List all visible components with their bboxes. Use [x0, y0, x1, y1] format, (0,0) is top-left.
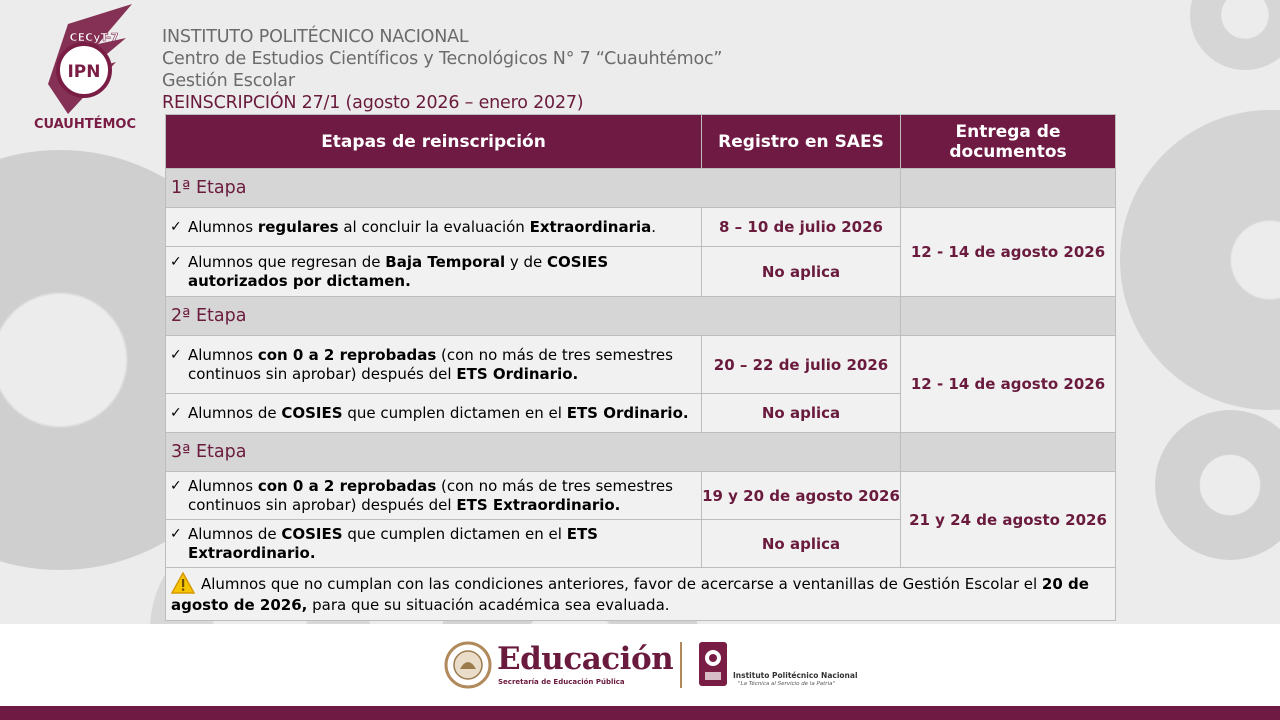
department-name: Gestión Escolar [162, 71, 295, 91]
ipn-logo-icon [697, 640, 729, 688]
stage-label: 3ª Etapa [166, 433, 901, 472]
desc-text: Alumnos [188, 345, 258, 364]
desc-bold: ETS Extraordinario. [456, 495, 621, 514]
delivery-date: 12 - 14 de agosto 2026 [901, 336, 1116, 433]
background-gear [1155, 410, 1280, 560]
stage-spacer [901, 433, 1116, 472]
background-gear [1190, 0, 1280, 70]
desc-bold: ETS Ordinario. [566, 403, 689, 422]
row-description [166, 472, 702, 520]
column-header-registration: Registro en SAES [702, 115, 901, 169]
desc-text: (con no más de tres semestres continuos sin aprobar) después del [188, 345, 673, 383]
footer [0, 624, 1280, 706]
registration-date: No aplica [702, 394, 901, 433]
desc-text: Alumnos de [188, 524, 282, 543]
stage-row [166, 433, 1116, 472]
stage-label: 2ª Etapa [166, 297, 901, 336]
note-date: 20 de agosto de 2026, [171, 575, 1089, 614]
column-header-delivery-line1: Entrega de [955, 121, 1061, 142]
row-description [166, 247, 702, 297]
cecyt7-logo [28, 4, 142, 130]
check-icon: ✓ [170, 346, 182, 363]
mexico-seal-icon [444, 641, 492, 689]
stage-label: 1ª Etapa [166, 169, 901, 208]
stage-row [166, 297, 1116, 336]
ipn-title: Instituto Politécnico Nacional [733, 671, 858, 680]
logo-center-text: IPN [67, 62, 101, 82]
desc-bold: COSIES autorizados por dictamen. [188, 252, 609, 290]
column-header-stages: Etapas de reinscripción [166, 115, 702, 169]
desc-bold: ETS Ordinario. [456, 364, 579, 383]
school-name: Centro de Estudios Científicos y Tecnológicos N° 7 “Cuauhtémoc” [162, 49, 723, 69]
registration-date: 19 y 20 de agosto 2026 [702, 472, 901, 520]
note-cell [166, 568, 1116, 621]
sep-title: Educación [497, 641, 674, 677]
desc-bold: con 0 a 2 reprobadas [257, 476, 437, 495]
page-title: REINSCRIPCIÓN 27/1 (agosto 2026 – enero 2027) [162, 93, 584, 113]
logo-bottom-text: CUAUHTÉMOC [33, 117, 137, 130]
column-header-delivery-line2: documentos [949, 141, 1067, 162]
stage-spacer [901, 297, 1116, 336]
desc-bold: regulares [257, 217, 339, 236]
desc-text: (con no más de tres semestres continuos sin aprobar) después del [188, 476, 673, 514]
background-gear [1120, 110, 1280, 410]
desc-text: que cumplen dictamen en el [342, 524, 567, 543]
table-row [166, 472, 1116, 520]
check-icon: ✓ [170, 525, 182, 542]
desc-bold: COSIES [281, 403, 343, 422]
warning-icon [171, 572, 195, 594]
desc-text: Alumnos [188, 217, 258, 236]
note-text: Alumnos que no cumplan con las condiciones anteriores, favor de acercarse a ventanillas de Gestión Escolar el [201, 575, 1042, 593]
delivery-date: 21 y 24 de agosto 2026 [901, 472, 1116, 568]
registration-date: No aplica [702, 247, 901, 297]
row-description [166, 336, 702, 394]
sep-subtitle: Secretaría de Educación Pública [498, 678, 625, 686]
desc-bold: Extraordinaria [529, 217, 652, 236]
footer-divider [680, 642, 682, 688]
row-description [166, 520, 702, 568]
desc-bold: con 0 a 2 reprobadas [257, 345, 437, 364]
desc-text: y de [505, 252, 548, 271]
table-row [166, 208, 1116, 247]
reinscription-table [165, 114, 1116, 621]
desc-text: al concluir la evaluación [338, 217, 530, 236]
table-row [166, 336, 1116, 394]
check-icon: ✓ [170, 253, 182, 270]
note-text: para que su situación académica sea evaluada. [307, 596, 670, 614]
delivery-date: 12 - 14 de agosto 2026 [901, 208, 1116, 297]
check-icon: ✓ [170, 218, 182, 235]
desc-text: Alumnos de [188, 403, 282, 422]
row-description [166, 208, 702, 247]
column-header-delivery [901, 115, 1116, 169]
note-row [166, 568, 1116, 621]
desc-text: Alumnos que regresan de [188, 252, 386, 271]
registration-date: 8 – 10 de julio 2026 [702, 208, 901, 247]
page-header [162, 26, 722, 114]
footer-bar [0, 706, 1280, 720]
desc-text: Alumnos [188, 476, 258, 495]
stage-spacer [901, 169, 1116, 208]
ipn-motto: "La Técnica al Servicio de la Patria" [738, 681, 835, 687]
desc-text: que cumplen dictamen en el [342, 403, 567, 422]
stage-row [166, 169, 1116, 208]
institution-name: INSTITUTO POLITÉCNICO NACIONAL [162, 27, 469, 47]
desc-bold: ETS Extraordinario. [188, 524, 598, 562]
registration-date: No aplica [702, 520, 901, 568]
row-description [166, 394, 702, 433]
desc-text: . [651, 217, 657, 236]
desc-bold: COSIES [281, 524, 343, 543]
logo-top-text: CECyT-7 [69, 31, 119, 44]
desc-bold: Baja Temporal [385, 252, 506, 271]
check-icon: ✓ [170, 477, 182, 494]
registration-date: 20 – 22 de julio 2026 [702, 336, 901, 394]
check-icon: ✓ [170, 404, 182, 421]
